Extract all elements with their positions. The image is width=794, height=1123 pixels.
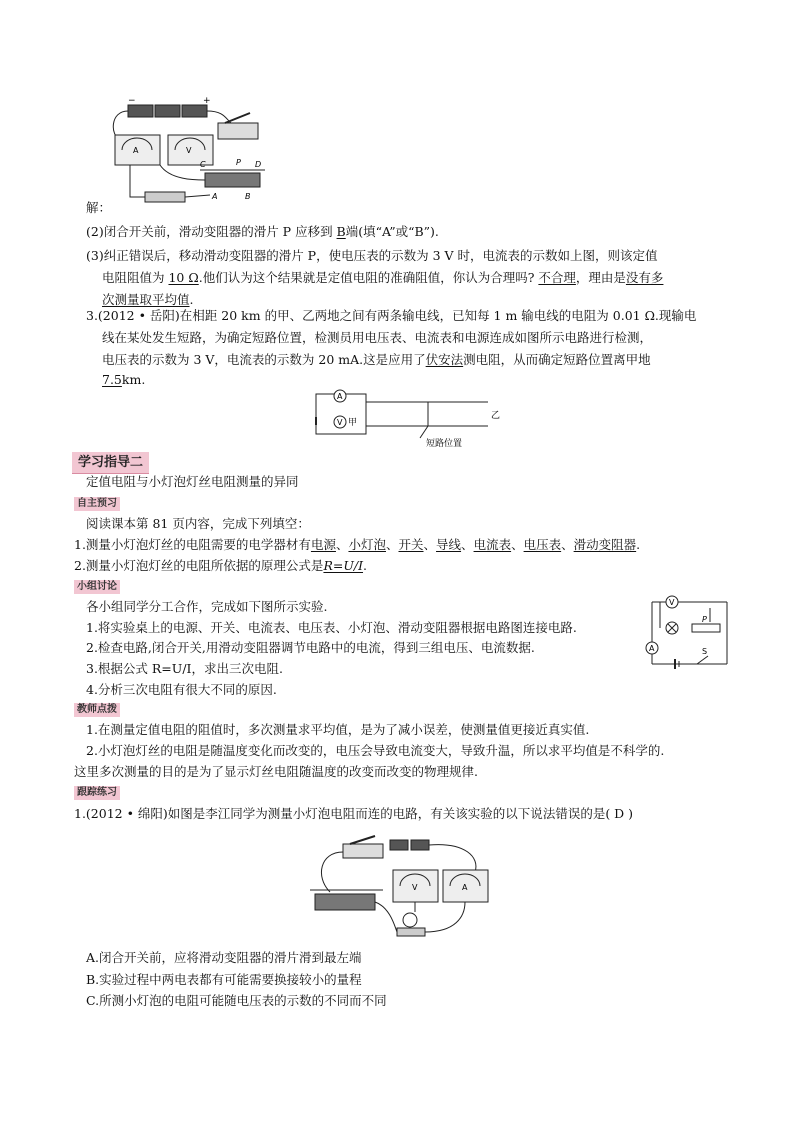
preview-tag: 自主预习 [74, 497, 120, 511]
voltmeter-label: V [412, 883, 418, 892]
lamp-bulb [403, 913, 417, 927]
lamp-base [397, 928, 425, 936]
step-2: 2.检查电路,闭合开关,用滑动变阻器调节电路中的电流，得到三组电压、电流数据. [86, 640, 535, 655]
switch-base [218, 123, 258, 139]
battery-cell [128, 105, 153, 117]
answer-distance: 7.5 [102, 372, 122, 387]
fill-question-2: 2.测量小灯泡灯丝的电阻所依据的原理公式是R=U/I. [74, 558, 367, 573]
battery-minus-label: − [128, 96, 136, 106]
question-3-line-1: (3)纠正错误后，移动滑动变阻器的滑片 P，使电压表的示数为 3 V 时，电流表的示数如上图，则该定值 [86, 248, 658, 263]
teacher-point-1: 1.在测量定值电阻的阻值时，多次测量求平均值，是为了减小误差，使测量值更接近真实值. [86, 722, 590, 737]
section-subtitle: 定值电阻与小灯泡灯丝电阻测量的异同 [86, 474, 299, 489]
voltmeter-symbol-label: V [337, 418, 343, 427]
question-3-line-3: 次测量取平均值. [102, 292, 194, 307]
switch-base [343, 844, 383, 858]
slider-label-p: P [236, 158, 241, 167]
answer-resistance: 10 Ω [168, 270, 199, 285]
rheostat-body [315, 894, 375, 910]
switch-symbol [697, 656, 708, 664]
wire [185, 195, 210, 197]
circuit-photo-figure-1 [100, 95, 275, 215]
preview-intro: 阅读课本第 81 页内容，完成下列填空： [86, 516, 310, 531]
teacher-point-3: 这里多次测量的目的是为了显示灯丝电阻随温度的改变而改变的物理规律. [74, 764, 478, 779]
answer-end: B [336, 224, 346, 239]
transmission-line-figure [308, 384, 500, 450]
wire [429, 845, 476, 872]
battery-cell [182, 105, 207, 117]
answer-method: 伏安法 [425, 352, 464, 367]
voltmeter-label: V [186, 146, 192, 155]
switch-lever [350, 836, 375, 844]
answer-reason-cont: 次测量取平均值 [102, 292, 190, 307]
yi-label: 乙 [491, 411, 500, 421]
option-a: A.闭合开关前，应将滑动变阻器的滑片滑到最左端 [86, 950, 362, 965]
battery-cell [411, 840, 429, 850]
answer-reason: 没有多 [625, 270, 664, 285]
terminal-label-a: A [212, 192, 218, 201]
battery-cell [155, 105, 180, 117]
wire [425, 902, 465, 932]
teacher-tag: 教师点拨 [74, 703, 120, 717]
short-leader [420, 426, 428, 438]
ammeter-symbol-label: A [337, 392, 343, 401]
teacher-point-2: 2.小灯泡灯丝的电阻是随温度变化而改变的，电压会导致电流变大，导致升温，所以求平均值是不科学的. [86, 743, 665, 758]
practice-question: 1.(2012 • 绵阳)如图是李江同学为测量小灯泡电阻而连的电路，有关该实验的以下说法错误的是( D ) [74, 806, 634, 821]
short-position-label: 短路位置 [426, 439, 463, 449]
fill-answer-item: 导线 [436, 537, 462, 552]
fill-answer-item: 小灯泡 [348, 537, 386, 552]
problem-3-line-4: 7.5km. [102, 372, 146, 387]
problem-3-line-3: 电压表的示数为 3 V，电流表的示数为 20 mA.这是应用了伏安法测电阻，从而确定短路位置离甲地 [102, 352, 651, 367]
slider-label: P [702, 615, 707, 624]
wire [130, 165, 145, 197]
voltmeter-symbol-label: V [669, 598, 675, 607]
ammeter-label: A [133, 146, 139, 155]
question-3-line-2: 电阻阻值为 10 Ω.他们认为这个结果就是定值电阻的准确阻值，你认为合理吗? 不合理，理由是没有多 [102, 270, 664, 285]
jia-label: 甲 [348, 418, 358, 428]
group-tag: 小组讨论 [74, 580, 120, 594]
switch-label: S [702, 647, 708, 656]
wire [321, 852, 343, 892]
problem-3-line-2: 线在某处发生短路，为确定短路位置，检测员用电压表、电流表和电源连成如图所示电路进行检测， [102, 330, 653, 345]
problem-3-line-1: 3.(2012 • 岳阳)在相距 20 km 的甲、乙两地之间有两条输电线，已知每 1 m 输电线的电阻为 0.01 Ω.现输电 [86, 308, 697, 323]
section-tag-guide-2: 学习指导二 [72, 452, 149, 474]
fill-answer-item: 电压表 [523, 537, 562, 552]
circuit-diagram-figure-3 [642, 588, 734, 670]
option-c: C.所测小灯泡的电阻可能随电压表的示数的不同而不同 [86, 993, 387, 1008]
fill-answer-item: 电源 [310, 537, 336, 552]
answer-reasonable: 不合理 [538, 270, 576, 285]
rheostat-symbol [692, 624, 720, 632]
option-b: B.实验过程中两电表都有可能需要换接较小的量程 [86, 972, 362, 987]
fill-answer-item: 开关 [398, 537, 424, 552]
wire [375, 902, 397, 932]
ammeter-label: A [462, 883, 468, 892]
fill-question-1: 1.测量小灯泡灯丝的电阻需要的电学器材有电源、小灯泡、开关、导线、电流表、电压表、滑动变阻器. [74, 537, 641, 552]
fill-answer-item: 滑动变阻器 [573, 537, 637, 552]
battery-plus-label: + [203, 96, 211, 106]
terminal-label-d: D [255, 160, 262, 169]
resistor [145, 192, 185, 202]
terminal-label-c: C [200, 160, 206, 169]
step-4: 4.分析三次电阻有很大不同的原因. [86, 682, 277, 697]
terminal-label-b: B [245, 192, 251, 201]
question-2: (2)闭合开关前，滑动变阻器的滑片 P 应移到 B端(填“A”或“B”). [86, 224, 439, 239]
fill-answer-item: 电流表 [473, 537, 512, 552]
group-intro: 各小组同学分工合作，完成如下图所示实验. [86, 599, 328, 614]
answer-label: 解： [86, 200, 112, 215]
fill-answer-formula: R=U/I [323, 558, 364, 573]
wire [160, 165, 205, 180]
ammeter-symbol-label: A [649, 644, 655, 653]
practice-tag: 跟踪练习 [74, 786, 120, 800]
switch-lever [225, 113, 250, 123]
battery-cell [390, 840, 408, 850]
rheostat-body [205, 173, 260, 187]
step-1: 1.将实验桌上的电源、开关、电流表、电压表、小灯泡、滑动变阻器根据电路图连接电路. [86, 620, 577, 635]
step-3: 3.根据公式 R=U/I，求出三次电阻. [86, 661, 283, 676]
circuit-photo-figure-4 [305, 832, 490, 942]
